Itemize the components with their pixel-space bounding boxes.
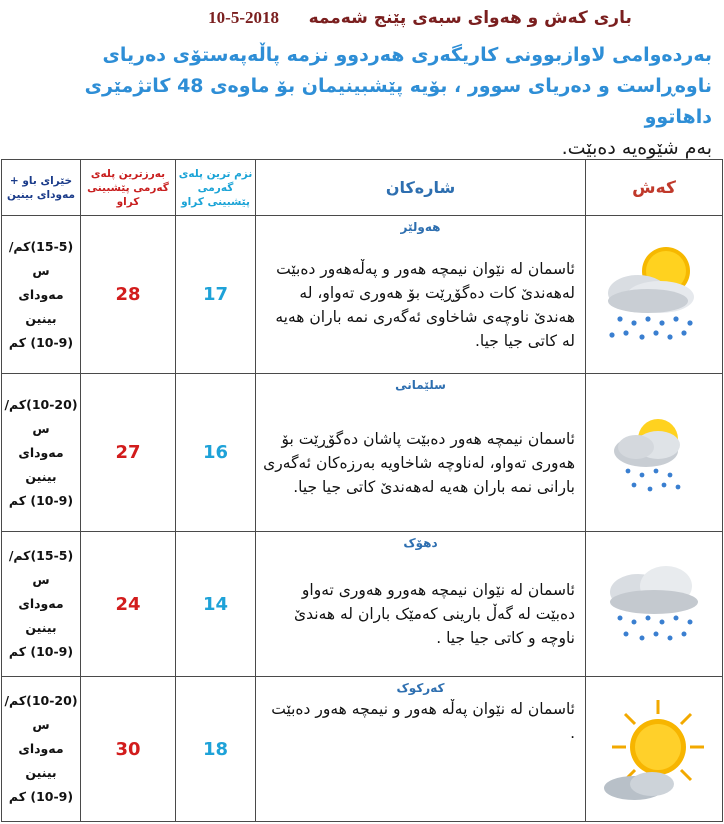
city-description-cell: [256, 374, 586, 532]
wind-visibility-cell: [2, 216, 81, 374]
forecast-description: ئاسمان لە نێوان نیمچە هەورو هەوری تەواو دەبێت لە گەڵ بارینی کەمێک باران لە هەندێ ناوچە و کاتی جیا جیا .: [294, 581, 575, 647]
min-temp: 17: [176, 216, 256, 374]
forecast-table: [1, 159, 723, 822]
header-weather: کەش: [586, 160, 723, 216]
visibility-value: (10-9) کم: [8, 644, 74, 659]
wind-visibility-cell: [2, 532, 81, 677]
visibility-value: (10-9) کم: [8, 789, 74, 804]
city-name: هەولێر: [400, 220, 441, 234]
max-temp: 28: [81, 216, 176, 374]
weather-icon-cell: [586, 532, 723, 677]
table-row: [2, 532, 723, 677]
min-temp: 14: [176, 532, 256, 677]
weather-icon-cell: [586, 374, 723, 532]
visibility-label: مەودای بینین: [18, 596, 64, 635]
visibility-value: (10-9) کم: [8, 492, 74, 508]
city-name: سلێمانی: [395, 378, 446, 392]
intro-line-2: ناوەڕاست و دەریای سوور ، بۆیە پێشبینیمان بۆ ماوەی 48 کاتژمێری داهاتوو: [84, 75, 712, 128]
weather-icon-cell: [586, 216, 723, 374]
city-name: کەرکوک: [396, 681, 445, 695]
visibility-value: (10-9) کم: [8, 334, 74, 350]
sun-with-cloud-icon: [598, 694, 710, 804]
forecast-date: 2018-5-10: [208, 8, 279, 27]
intro-paragraph: [22, 40, 712, 164]
table-row: [2, 374, 723, 532]
sun-behind-rain-cloud-icon: [602, 401, 706, 505]
header-min-temp: نزم ترین پلەی گەرمی پێشبینی کراو: [176, 160, 256, 216]
header: [0, 0, 724, 160]
wind-visibility-cell: [2, 374, 81, 532]
max-temp: 30: [81, 677, 176, 822]
wind-speed: (15-5)کم/س: [8, 548, 74, 587]
rain-cloud-icon: [598, 554, 710, 654]
max-temp: 27: [81, 374, 176, 532]
weather-icon-cell: [586, 677, 723, 822]
forecast-description: ئاسمان لە نێوان نیمچە هەور و پەڵەهەور دەبێت لەهەندێ کات دەگۆڕێت بۆ هەوری تەواو، لە هەندێ ناوچەی شاخاوی ئەگەری نمە باران هەیە لە کاتی جیا جیا.: [275, 259, 575, 350]
table-header-row: [2, 160, 723, 216]
max-temp: 24: [81, 532, 176, 677]
forecast-description: ئاسمان نیمچە هەور دەبێت پاشان دەگۆڕێت بۆ هەوری تەواو، لەناوچە شاخاویە بەرزەکان ئەگەری بارانی نمە باران هەیە لەهەندێ کاتی جیا جیا.: [263, 429, 575, 496]
min-temp: 18: [176, 677, 256, 822]
header-cities: شارەکان: [256, 160, 586, 216]
min-temp: 16: [176, 374, 256, 532]
header-wind-visibility: خێرای باو + مەودای بینین: [2, 160, 81, 216]
table-row: [2, 216, 723, 374]
forecast-description: ئاسمان لە نێوان پەڵە هەور و نیمچە هەور دەبێت .: [271, 700, 575, 742]
city-description-cell: [256, 532, 586, 677]
wind-speed: (10-20)کم/س: [4, 693, 78, 732]
table-row: [2, 677, 723, 822]
city-description-cell: [256, 216, 586, 374]
intro-line-3: بەم شێوەیە دەبێت.: [561, 137, 712, 159]
visibility-label: مەودای بینین: [18, 286, 64, 326]
visibility-label: مەودای بینین: [18, 444, 64, 484]
intro-line-1: بەردەوامی لاوازبوونی کاریگەری هەردوو نزمە پاڵەپەستۆی دەریای: [102, 44, 712, 66]
page-title: [170, 8, 670, 28]
wind-speed: (15-5)کم/س: [8, 238, 74, 278]
header-max-temp: بەرزترین پلەی گەرمی پێشبینی کراو: [81, 160, 176, 216]
title-text: باری کەش و هەوای سبەی پێنج شەممە: [308, 8, 632, 28]
visibility-label: مەودای بینین: [18, 741, 64, 780]
city-name: دهۆک: [403, 536, 438, 550]
sun-behind-rain-cloud-icon: [598, 235, 710, 355]
wind-speed: (10-20)کم/س: [4, 396, 78, 436]
city-description-cell: [256, 677, 586, 822]
wind-visibility-cell: [2, 677, 81, 822]
